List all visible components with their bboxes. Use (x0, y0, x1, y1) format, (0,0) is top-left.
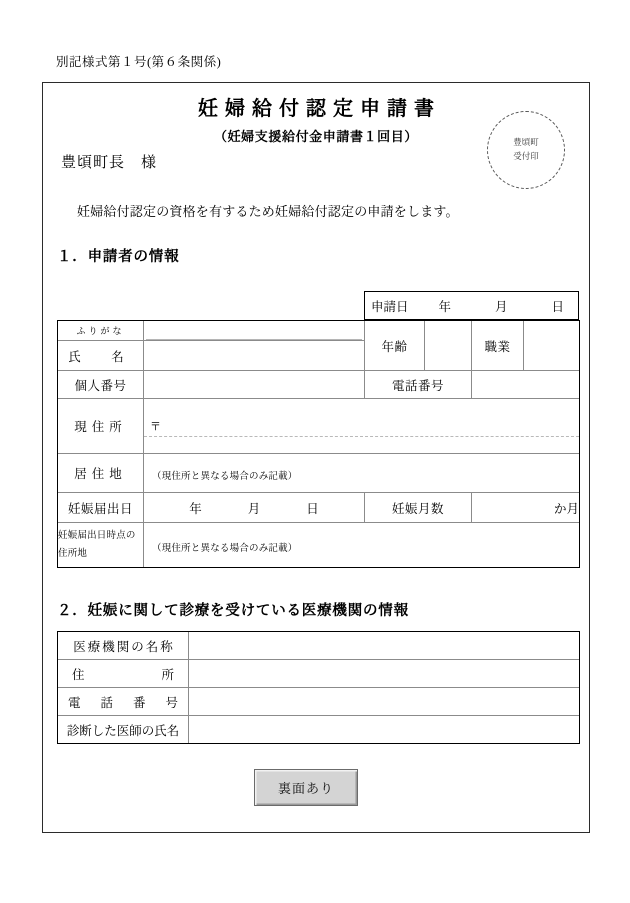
notification-address-label-line2: 住所地 (58, 549, 88, 559)
residence-note: （現住所と異なる場合のみ記載） (152, 472, 298, 482)
pregnancy-notification-year[interactable]: 年 (189, 501, 202, 516)
table-row-current-address (58, 399, 580, 454)
current-address-input[interactable] (144, 399, 580, 454)
medical-address-label-a: 住 (72, 667, 85, 682)
medical-phone-label-d: 号 (165, 695, 178, 710)
receipt-stamp-line1: 豊頃町 (513, 137, 539, 148)
residence-input[interactable] (144, 454, 580, 493)
notification-address-note: （現住所と異なる場合のみ記載） (152, 544, 298, 554)
addressee-honorific: 様 (141, 155, 158, 171)
medical-phone-label-c: 番 (132, 695, 146, 710)
furigana-input[interactable] (144, 321, 365, 341)
postal-code-row[interactable] (144, 415, 579, 437)
pregnancy-notification-label: 妊娠届出日 (58, 493, 144, 523)
phone-label: 電話番号 (365, 371, 472, 399)
pregnancy-notification-month[interactable]: 月 (247, 501, 261, 516)
page-frame (42, 82, 590, 833)
applicant-info-table (57, 320, 580, 568)
mynumber-label: 個人番号 (58, 371, 144, 399)
postal-mark-icon: 〒 (150, 420, 161, 433)
medical-phone-label (58, 688, 189, 716)
addressee (61, 151, 157, 172)
notification-address-label-line1: 妊娠届出日時点の (58, 530, 136, 541)
medical-phone-label-inner (58, 693, 188, 711)
pregnancy-months-input[interactable] (472, 493, 580, 523)
age-label: 年齢 (365, 321, 425, 371)
back-side-button[interactable]: 裏面あり (254, 769, 358, 806)
medical-institution-table (57, 631, 580, 744)
page-subtitle: （妊婦支援給付金申請書１回目） (213, 130, 418, 145)
addressee-name: 豊頃町長 (61, 155, 126, 171)
table-row-mynumber (58, 371, 580, 399)
medical-phone-input[interactable] (189, 688, 580, 716)
notification-address-input[interactable] (144, 523, 580, 568)
table-row-pregnancy-notification (58, 493, 580, 523)
mynumber-input[interactable] (144, 371, 365, 399)
medical-phone-label-b: 話 (100, 695, 113, 710)
name-input[interactable] (144, 341, 365, 371)
medical-address-input[interactable] (189, 660, 580, 688)
age-input[interactable] (425, 321, 472, 371)
current-address-wrap (144, 415, 579, 437)
application-date-day[interactable]: 日 (551, 299, 565, 314)
declaration-statement: 妊婦給付認定の資格を有するため妊婦給付認定の申請をします。 (77, 204, 459, 219)
section-1-heading: １．申請者の情報 (57, 249, 180, 265)
occupation-label: 職業 (472, 321, 524, 371)
application-date-label: 申請日 (371, 299, 409, 314)
table-row (58, 688, 580, 716)
pregnancy-months-label: 妊娠月数 (365, 493, 472, 523)
receipt-stamp-line2: 受付印 (513, 151, 539, 161)
medical-phone-label-a: 電 (68, 695, 81, 710)
notification-address-label (58, 523, 144, 568)
doctor-name-label: 診断した医師の氏名 (58, 716, 189, 744)
residence-label: 居住地 (58, 454, 144, 493)
form-number: 別記様式第１号(第６条関係) (56, 55, 222, 69)
table-row (58, 660, 580, 688)
current-address-label: 現住所 (58, 399, 144, 454)
receipt-stamp-icon (487, 111, 565, 189)
medical-address-label-inner (58, 665, 188, 683)
pregnancy-notification-date-input[interactable] (144, 493, 365, 523)
table-row-notification-address (58, 523, 580, 568)
occupation-input[interactable] (524, 321, 580, 371)
name-label: 氏 名 (58, 341, 144, 371)
phone-input[interactable] (472, 371, 580, 399)
doctor-name-input[interactable] (189, 716, 580, 744)
page-title: 妊婦給付認定申請書 (198, 96, 441, 120)
application-date-year[interactable]: 年 (438, 299, 452, 314)
medical-address-label-b: 所 (161, 667, 174, 682)
table-row-furigana (58, 321, 580, 341)
pregnancy-notification-date-inline (144, 499, 364, 517)
application-date-month[interactable]: 月 (495, 299, 508, 314)
pregnancy-months-unit: か月 (553, 501, 579, 516)
table-row-residence (58, 454, 580, 493)
furigana-label: ふりがな (58, 321, 144, 341)
medical-name-label: 医療機関の名称 (58, 632, 189, 660)
application-date-box (364, 291, 579, 320)
table-row (58, 632, 580, 660)
section-2-heading: ２．妊娠に関して診療を受けている医療機関の情報 (57, 603, 409, 619)
pregnancy-notification-day[interactable]: 日 (306, 501, 319, 516)
medical-name-input[interactable] (189, 632, 580, 660)
medical-address-label (58, 660, 189, 688)
table-row (58, 716, 580, 744)
